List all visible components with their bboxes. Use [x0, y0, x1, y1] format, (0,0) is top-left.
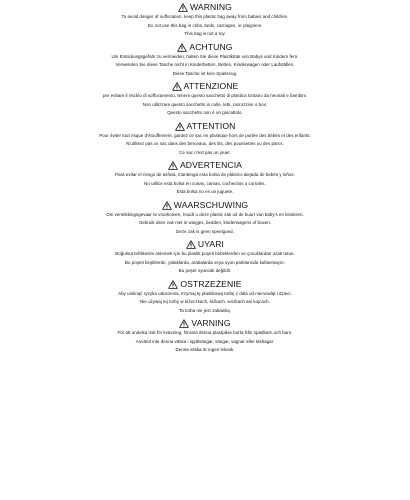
- warning-text: [0, 132, 410, 158]
- warning-heading-text: WARNING: [190, 2, 232, 12]
- warning-line: Boğulma tehlikesini önlemek için bu plastik poşeti bebeklerden ve çocuklardan uzak tutun.: [115, 251, 295, 256]
- warning-text: [0, 92, 410, 118]
- warning-block: [0, 160, 410, 197]
- warning-line: Aby uniknąć ryzyka uduszenia, trzymaj tę plastikową torbę z dala od niemowląt i dzieci.: [118, 290, 292, 296]
- warning-heading-text: OSTRZEŻENIE: [180, 278, 242, 289]
- warning-text: [0, 329, 410, 355]
- warning-line: Gebruik deze zak niet in wiegjes, bedden, kinderwagens of boxen.: [138, 220, 272, 225]
- warning-heading: [0, 200, 410, 211]
- warning-triangle-icon: [179, 319, 189, 328]
- warning-line: Ce sac n'est pas un jouet.: [179, 149, 231, 155]
- warning-triangle-icon: [178, 3, 188, 12]
- warning-line: Ta torba nie jest zabawką.: [178, 307, 232, 313]
- warning-text: [0, 290, 410, 316]
- warning-heading: [0, 239, 410, 250]
- warning-line: No utilice esta bolsa en cunas, camas, cochecitos o corrales.: [144, 180, 266, 186]
- warning-triangle-icon: [186, 240, 196, 249]
- warning-triangle-icon: [172, 82, 182, 91]
- warning-line: Non utilizzare questo sacchetto in culle, letti, carrozzine o box.: [142, 101, 268, 107]
- warning-heading-text: UYARI: [197, 239, 225, 249]
- warning-line: Do not use this bag in cribs, beds, carriages, or playpens.: [147, 22, 263, 28]
- warning-heading: [0, 121, 410, 132]
- warning-heading: [0, 42, 410, 53]
- warning-text: [0, 171, 410, 197]
- warning-text: [0, 13, 410, 39]
- warning-block: [0, 318, 410, 355]
- warning-list: [0, 2, 410, 355]
- warning-heading: [0, 160, 410, 171]
- warning-text: [0, 250, 410, 276]
- warning-line: Denna väska är ingen leksak.: [175, 347, 235, 352]
- warning-heading-text: WAARSCHUWING: [173, 199, 249, 210]
- warning-heading-text: ACHTUNG: [189, 41, 233, 52]
- warning-triangle-icon: [177, 43, 187, 52]
- warning-block: [0, 200, 410, 237]
- warning-heading: [0, 81, 410, 92]
- warning-heading-text: ADVERTENCIA: [179, 160, 243, 170]
- warning-triangle-icon: [162, 201, 172, 210]
- warning-line: Deze zak is geen speelgoed.: [176, 228, 234, 234]
- warning-line: To avoid danger of suffocation, keep this plastic bag away from babies and children.: [121, 14, 289, 19]
- warning-heading: [0, 279, 410, 290]
- warning-heading: [0, 318, 410, 329]
- warning-line: Nie używaj tej torby w łóżeczkach, łóżkach, wózkach ani kojcach.: [140, 299, 270, 304]
- warning-line: Använd inte denna väska i spjälsängar, sängar, vagnar eller lekhagar.: [135, 338, 275, 344]
- warning-heading-text: ATTENTION: [186, 120, 236, 131]
- warning-heading: [0, 2, 410, 13]
- warning-line: Om verstikkingsgevaar te voorkomen, houdt u deze plastic zak uit de buurt van baby's en kinderen.: [106, 211, 304, 217]
- warning-triangle-icon: [168, 161, 178, 170]
- warning-block: [0, 42, 410, 79]
- warning-block: [0, 121, 410, 158]
- warning-line: Verwenden Sie diese Tasche nicht in Kinderbetten, Betten, Kinderwagen oder Laufställen.: [115, 62, 295, 67]
- warning-line: Questo sacchetto non è un giocattolo.: [167, 110, 243, 115]
- warning-line: För att undvika risk för kvävning, förvara denna plastpåse borta från spädbarn och barn.: [117, 330, 293, 335]
- warning-line: Um Erstickungsgefahr zu vermeiden, halten Sie diese Plastiktüte von Babys und Kindern fern.: [111, 53, 299, 59]
- warning-line: Para evitar el riesgo de asfixia, mantenga esta bolsa de plástico alejada de bebés y niños.: [115, 172, 295, 177]
- warning-line: per evitare il rischio di soffocamento, tenere questo sacchetto di plastica lontano da neonati e bambini.: [102, 93, 308, 98]
- warning-line: N'utilisez pas ce sac dans des berceaux, des lits, des poussettes ou des parcs.: [126, 141, 284, 146]
- warning-triangle-icon: [168, 280, 178, 289]
- warning-heading-text: ATTENZIONE: [183, 81, 239, 91]
- warning-line: Pour éviter tout risque d'étouffement, gardez ce sac en plastique hors de portée des bébés et des enfants.: [99, 132, 311, 138]
- warning-text: [0, 53, 410, 79]
- warning-line: This bag is not a toy.: [184, 31, 226, 36]
- warning-line: Bu poşeti beşiklerde, yataklarda, arabalarda veya oyun parklarında kullanmayın.: [125, 259, 285, 265]
- warning-block: [0, 239, 410, 276]
- warning-text: [0, 211, 410, 237]
- warning-line: Esta bolsa no es un juguete.: [176, 189, 234, 194]
- warning-triangle-icon: [175, 122, 185, 131]
- warning-block: [0, 279, 410, 316]
- warning-block: [0, 81, 410, 118]
- warning-line: Diese Tasche ist kein Spielzeug.: [172, 70, 238, 76]
- warning-line: Bu poşet oyuncak değildir.: [178, 268, 232, 273]
- warning-heading-text: VARNING: [191, 318, 231, 328]
- warning-block: [0, 2, 410, 39]
